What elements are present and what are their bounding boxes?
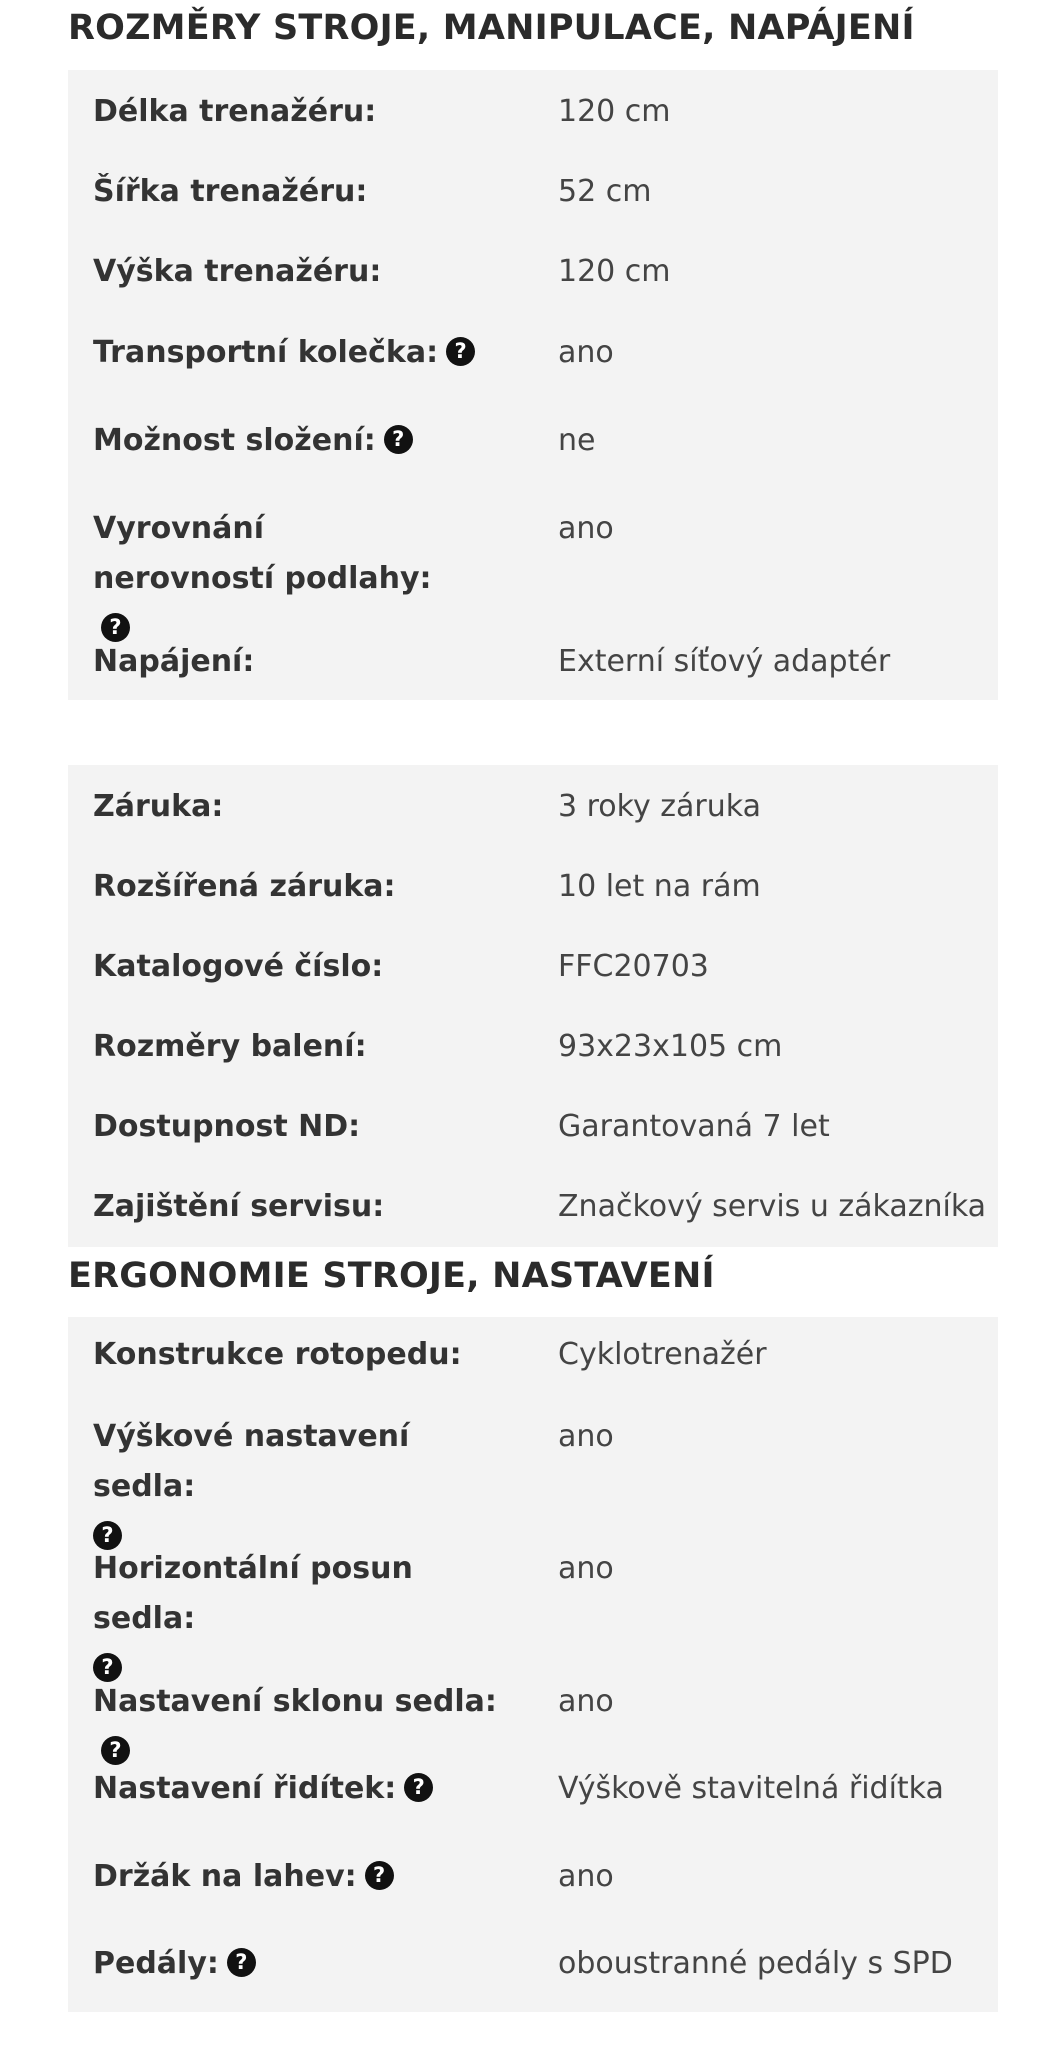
spec-label: Výškové nastavení sedla: bbox=[93, 1419, 410, 1504]
spec-value: FFC20703 bbox=[558, 949, 709, 984]
spec-label: Výška trenažéru: bbox=[93, 254, 382, 289]
spec-value: 52 cm bbox=[558, 174, 652, 209]
spec-label: Délka trenažéru: bbox=[93, 94, 377, 129]
question-circle-icon[interactable]: ? bbox=[365, 1861, 394, 1890]
spec-value: ano bbox=[558, 511, 614, 546]
spec-label: Vyrovnání nerovností podlahy: bbox=[93, 511, 432, 596]
spec-label: Rozšířená záruka: bbox=[93, 869, 396, 904]
spec-label: Katalogové číslo: bbox=[93, 949, 384, 984]
spec-label: Horizontální posun sedla: bbox=[93, 1551, 413, 1636]
spec-value: oboustranné pedály s SPD bbox=[558, 1946, 953, 1981]
spec-label: Pedály: bbox=[93, 1946, 219, 1981]
spec-value: ano bbox=[558, 335, 614, 370]
spec-label: Nastavení sklonu sedla: bbox=[93, 1684, 497, 1719]
spec-value: 10 let na rám bbox=[558, 869, 761, 904]
question-circle-icon[interactable]: ? bbox=[446, 337, 475, 366]
spec-label: Možnost složení: bbox=[93, 423, 376, 458]
section-title-dimensions: ROZMĚRY STROJE, MANIPULACE, NAPÁJENÍ bbox=[68, 8, 915, 48]
spec-label: Konstrukce rotopedu: bbox=[93, 1337, 462, 1372]
question-circle-icon[interactable]: ? bbox=[384, 425, 413, 454]
spec-label: Napájení: bbox=[93, 644, 255, 679]
question-circle-icon[interactable]: ? bbox=[101, 613, 130, 642]
spec-value: Výškově stavitelná řidítka bbox=[558, 1771, 944, 1806]
spec-label: Záruka: bbox=[93, 789, 224, 824]
spec-value: 3 roky záruka bbox=[558, 789, 761, 824]
question-circle-icon[interactable]: ? bbox=[404, 1773, 433, 1802]
question-circle-icon[interactable]: ? bbox=[101, 1736, 130, 1765]
question-circle-icon[interactable]: ? bbox=[227, 1948, 256, 1977]
spec-value: 93x23x105 cm bbox=[558, 1029, 783, 1064]
spec-label: Transportní kolečka: bbox=[93, 335, 439, 370]
question-circle-icon[interactable]: ? bbox=[93, 1653, 122, 1682]
spec-value: ano bbox=[558, 1419, 614, 1454]
spec-value: ano bbox=[558, 1684, 614, 1719]
spec-label: Zajištění servisu: bbox=[93, 1189, 385, 1224]
spec-value: Garantovaná 7 let bbox=[558, 1109, 830, 1144]
spec-value: 120 cm bbox=[558, 94, 671, 129]
spec-table-dimensions bbox=[68, 70, 998, 700]
spec-value: 120 cm bbox=[558, 254, 671, 289]
spec-label: Držák na lahev: bbox=[93, 1859, 357, 1894]
question-circle-icon[interactable]: ? bbox=[93, 1521, 122, 1550]
spec-value: Značkový servis u zákazníka bbox=[558, 1189, 987, 1224]
spec-value: Externí síťový adaptér bbox=[558, 644, 891, 679]
spec-label: Nastavení řidítek: bbox=[93, 1771, 397, 1806]
spec-table-warranty bbox=[68, 765, 998, 1247]
spec-label: Rozměry balení: bbox=[93, 1029, 367, 1064]
spec-value: ano bbox=[558, 1859, 614, 1894]
spec-label: Dostupnost ND: bbox=[93, 1109, 361, 1144]
spec-label: Šířka trenažéru: bbox=[93, 174, 368, 209]
section-title-ergonomics: ERGONOMIE STROJE, NASTAVENÍ bbox=[68, 1256, 715, 1296]
spec-value: Cyklotrenažér bbox=[558, 1337, 767, 1372]
spec-value: ano bbox=[558, 1551, 614, 1586]
spec-value: ne bbox=[558, 423, 596, 458]
spec-table-ergonomics bbox=[68, 1317, 998, 2012]
